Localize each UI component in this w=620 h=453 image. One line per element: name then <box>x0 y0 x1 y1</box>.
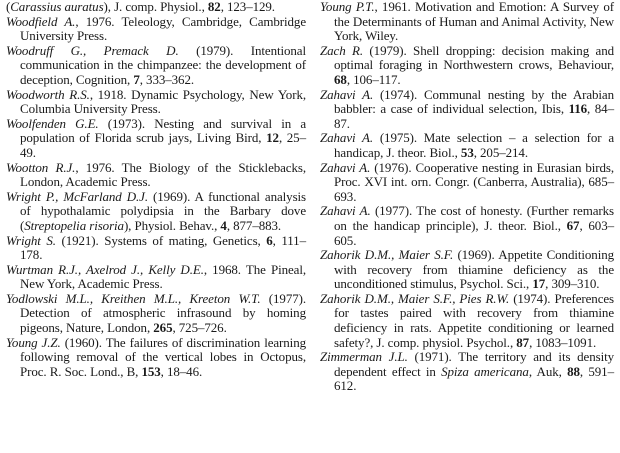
volume: 82 <box>207 0 221 14</box>
reference-author: Young J.Z. <box>6 334 61 350</box>
reference-entry: Wurtman R.J., Axelrod J., Kelly D.E., 1968. The Pineal, New York, Academic Press. <box>6 261 306 292</box>
reference-author: Yodlowski M.L., Kreithen M.L., Kreeton W.T. <box>6 290 261 306</box>
reference-entry: Zahavi A. (1975). Mate selection – a selection for a handicap, J. theor. Biol., 53, 205–214. <box>320 130 614 160</box>
reference-author: Wurtman R.J., Axelrod J., Kelly D.E. <box>6 261 204 277</box>
reference-entry: Yodlowski M.L., Kreithen M.L., Kreeton W.T. (1977). Detection of atmospheric infrasound by homing pigeons, Nature, London, 265, 725–726. <box>6 290 307 336</box>
reference-author: Zahorik D.M., Maier S.F. <box>320 247 454 263</box>
reference-entry: (Carassius auratus), J. comp. Physiol., 82, 123–129. <box>6 0 275 14</box>
volume: 116 <box>568 101 588 117</box>
reference-author: Woodworth R.S. <box>6 86 90 102</box>
volume: 87 <box>516 334 530 350</box>
reference-author: Zach R. <box>320 42 364 58</box>
reference-author: Zahavi A. <box>320 159 371 175</box>
volume: 88 <box>567 363 580 379</box>
reference-entry: Zahavi A. (1976). Cooperative nesting in Eurasian birds, Proc. XVI int. orn. Congr. (Canberra, Australia), 685–693. <box>320 159 615 204</box>
reference-author: Woodfield A. <box>6 13 76 29</box>
reference-author: Zahorik D.M., Maier S.F., Pies R.W. <box>320 290 510 306</box>
volume: 153 <box>141 363 161 379</box>
reference-entry: Wright S. (1921). Systems of mating, Genetics, 6, 111–178. <box>6 232 306 263</box>
volume: 68 <box>334 71 347 87</box>
right-column <box>320 0 614 394</box>
reference-entry: Woodworth R.S., 1918. Dynamic Psychology, New York, Columbia University Press. <box>6 86 306 117</box>
reference-entry: Woodfield A., 1976. Teleology, Cambridge, Cambridge University Press. <box>6 13 306 44</box>
reference-author: Zimmerman J.L. <box>320 349 408 365</box>
reference-entry: Zahorik D.M., Maier S.F. (1969). Appetite Conditioning with recovery from thiamine deficiency as the unconditioned stimulus, Psychol. Sci., 17, 309–310. <box>320 247 615 292</box>
species-name: Spiza americana <box>441 363 529 379</box>
volume: 7 <box>133 71 140 87</box>
left-column <box>6 0 306 379</box>
reference-entry: Zimmerman J.L. (1971). The territory and its density dependent effect in Spiza americana, Auk, 88, 591–612. <box>320 349 614 394</box>
reference-author: Wootton R.J. <box>6 159 76 175</box>
volume: 53 <box>460 144 474 160</box>
volume: 4 <box>220 217 227 233</box>
volume: 6 <box>266 232 273 248</box>
reference-author: Wright P., McFarland D.J. <box>6 188 148 204</box>
volume: 17 <box>532 276 546 292</box>
volume: 67 <box>566 217 580 233</box>
species-name: Carassius auratus <box>10 0 104 14</box>
reference-entry: Wright P., McFarland D.J. (1969). A functional analysis of hypothalamic polydipsia in the Barbary dove (Streptopelia risoria), Physiol. Behav., 4, 877–883. <box>6 188 306 233</box>
reference-author: Zahavi A. <box>320 130 374 146</box>
species-name: Streptopelia risoria <box>24 217 124 233</box>
reference-author: Young P.T. <box>320 0 375 14</box>
reference-entry: Zach R. (1979). Shell dropping: decision making and optimal foraging in Northwestern crows, Behaviour, 68, 106–117. <box>320 42 614 87</box>
reference-author: Zahavi A. <box>320 86 374 102</box>
reference-entry: Woodruff G., Premack D. (1979). Intentional communication in the chimpanzee: the development of deception, Cognition, 7, 333–362. <box>6 42 306 87</box>
reference-entry: Zahorik D.M., Maier S.F., Pies R.W. (1974). Preferences for tastes paired with recovery from thiamine deficiency in rats. Appetite conditioning or learned safety?, J. comp. physiol. Psychol., 87, 1083–1091. <box>320 290 614 350</box>
reference-author: Woolfenden G.E. <box>6 115 99 131</box>
reference-entry: Young P.T., 1961. Motivation and Emotion: A Survey of the Determinants of Human and Animal Activity, New York, Wiley. <box>320 0 614 44</box>
reference-entry: Wootton R.J., 1976. The Biology of the Sticklebacks, London, Academic Press. <box>6 159 306 190</box>
reference-entry: Zahavi A. (1974). Communal nesting by the Arabian babbler: a case of individual selection, Ibis, 116, 84–87. <box>320 86 614 131</box>
volume: 12 <box>266 130 279 146</box>
reference-author: Zahavi A. <box>320 203 371 219</box>
reference-entry: Zahavi A. (1977). The cost of honesty. (Further remarks on the handicap principle), J. theor. Biol., 67, 603–605. <box>320 203 615 248</box>
volume: 265 <box>153 320 173 336</box>
reference-author: Woodruff G., Premack D. <box>6 42 179 58</box>
reference-entry: Woolfenden G.E. (1973). Nesting and survival in a population of Florida scrub jays, Living Bird, 12, 25–49. <box>6 115 307 160</box>
reference-author: Wright S. <box>6 232 56 248</box>
reference-entry: Young J.Z. (1960). The failures of discrimination learning following removal of the vertical lobes in Octopus, Proc. R. Soc. Lond., B, 153, 18–46. <box>6 334 306 379</box>
